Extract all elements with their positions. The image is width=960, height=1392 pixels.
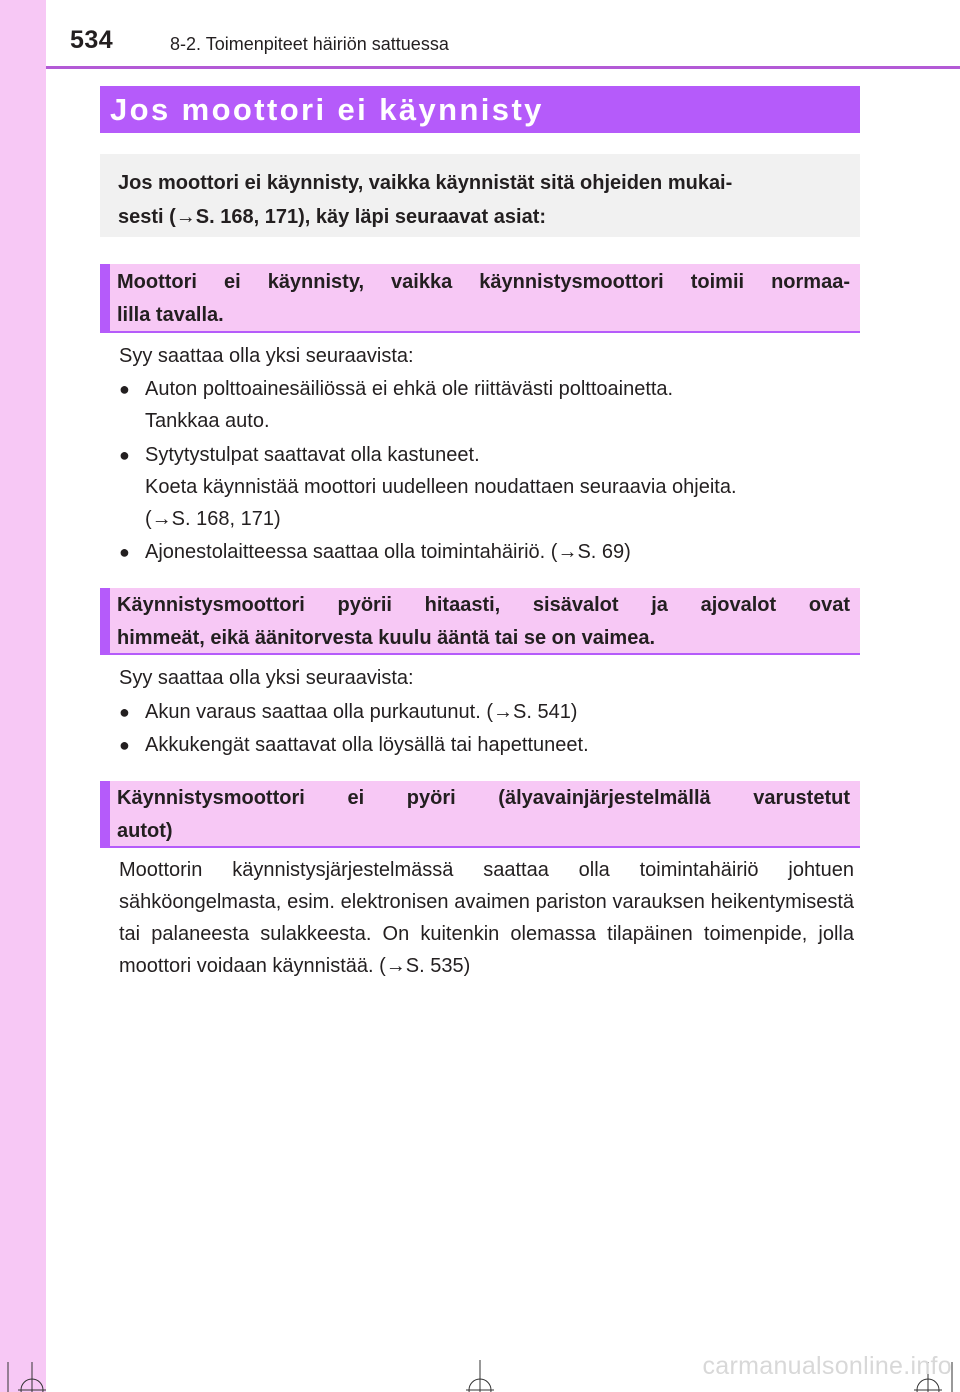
bullet-icon: ●: [119, 445, 130, 465]
page-title: Jos moottori ei käynnisty: [100, 86, 860, 133]
intro-line-2: sesti (→S. 168, 171), käy läpi seuraavat asiat:: [118, 206, 547, 228]
list-item: [119, 373, 859, 437]
bullet-icon: ●: [119, 735, 130, 755]
section-1-lead: Syy saattaa olla yksi seuraavista:: [119, 345, 414, 367]
list-item: [119, 439, 859, 535]
list-item-text: Sytytystulpat saattavat olla kastuneet.: [145, 444, 480, 466]
section-3-paragraph: Moottorin käynnistysjärjestelmässä saattaa olla toimintahäiriö johtuen sähköongelmasta, esim. elektronisen avaimen pariston varauksen heikentymisestä tai palaneesta sulakkeesta. On kuitenkin olemassa tilapäinen toimenpide, jolla moottori voidaan käynnistää. (→S. 535): [119, 859, 854, 977]
list-item: [119, 696, 859, 728]
watermark-text: carmanualsonline.info: [702, 1352, 952, 1380]
section-label: 8-2. Toimenpiteet häiriön sattuessa: [170, 34, 449, 54]
page-number: 534: [70, 26, 114, 54]
list-item-subtext: Tankkaa auto.: [145, 410, 270, 432]
intro-box: [100, 154, 860, 237]
crop-mark-left-icon: [0, 1352, 80, 1392]
list-item: [119, 536, 859, 568]
section-heading-1-line-2: lilla tavalla.: [117, 304, 224, 326]
side-tab-strip: [0, 0, 46, 1392]
list-item-reference: (→S. 168, 171): [145, 508, 281, 530]
section-2-lead: Syy saattaa olla yksi seuraavista:: [119, 667, 414, 689]
crop-mark-center-icon: [458, 1360, 502, 1392]
list-item-text: Akkukengät saattavat olla löysällä tai hapettuneet.: [145, 734, 589, 756]
list-item-subtext: Koeta käynnistää moottori uudelleen noudattaen seuraavia ohjeita.: [145, 476, 737, 498]
section-heading-3: [100, 781, 860, 848]
intro-line-1: Jos moottori ei käynnisty, vaikka käynnistät sitä ohjeiden mukai-: [118, 172, 733, 194]
bullet-icon: ●: [119, 702, 130, 722]
section-heading-3-line-1: Käynnistysmoottori ei pyöri (älyavainjärjestelmällä varustetut: [117, 787, 850, 809]
header-rule: [46, 66, 960, 69]
section-heading-2: [100, 588, 860, 655]
section-heading-1-line-1: Moottori ei käynnisty, vaikka käynnistysmoottori toimii normaa-: [117, 271, 850, 293]
list-item-text: Ajonestolaitteessa saattaa olla toimintahäiriö. (→S. 69): [145, 541, 631, 563]
section-heading-2-line-1: Käynnistysmoottori pyörii hitaasti, sisävalot ja ajovalot ovat: [117, 594, 850, 616]
list-item-text: Auton polttoainesäiliössä ei ehkä ole riittävästi polttoainetta.: [145, 378, 674, 400]
section-heading-1: [100, 264, 860, 333]
list-item-text: Akun varaus saattaa olla purkautunut. (→S. 541): [145, 701, 578, 723]
list-item: [119, 729, 859, 761]
section-heading-3-line-2: autot): [117, 820, 173, 842]
section-heading-2-line-2: himmeät, eikä äänitorvesta kuulu ääntä tai se on vaimea.: [117, 627, 655, 649]
bullet-icon: ●: [119, 379, 130, 399]
bullet-icon: ●: [119, 542, 130, 562]
